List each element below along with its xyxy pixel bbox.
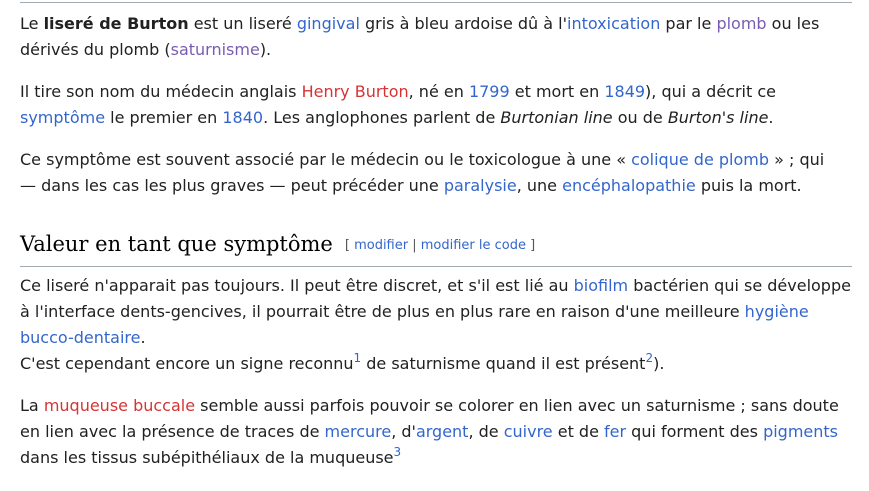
link-pigments[interactable]: pigments (763, 422, 838, 441)
edit-source-link[interactable]: modifier le code (420, 238, 526, 253)
text: , une (516, 176, 563, 195)
text: ), qui a décrit ce (645, 82, 776, 101)
reference-1[interactable]: 1 (353, 351, 362, 365)
text: , né en (408, 82, 469, 101)
link-gingival[interactable]: gingival (296, 14, 360, 33)
paragraph-origin (20, 79, 860, 131)
text: dérivés du plomb ( (20, 40, 171, 59)
text: est un liseré (188, 14, 297, 33)
link-henry-burton[interactable]: Henry Burton (301, 82, 409, 101)
bracket: [ (344, 238, 355, 253)
text: Ce liseré n'apparait pas toujours. Il peut être discret, et s'il est lié au (20, 276, 574, 295)
text: La (20, 396, 44, 415)
bracket: ] (526, 238, 536, 253)
text: Il tire son nom du médecin anglais (20, 82, 302, 101)
text: et de (552, 422, 605, 441)
text: ou de (612, 108, 668, 127)
text: par le (660, 14, 717, 33)
link-hygiene-bucco-dentaire[interactable]: bucco-dentaire (20, 328, 141, 347)
text: ' (721, 108, 727, 127)
link-1840[interactable]: 1840 (222, 108, 264, 127)
reference-3[interactable]: 3 (393, 445, 402, 459)
link-1799[interactable]: 1799 (468, 82, 510, 101)
text: . (768, 108, 774, 127)
reference-2[interactable]: 2 (645, 351, 654, 365)
link-1849[interactable]: 1849 (604, 82, 646, 101)
text: » ; qui (769, 150, 825, 169)
separator: | (408, 238, 421, 253)
text: dans les tissus subépithéliaux de la muqueuse (20, 448, 394, 467)
text: le premier en (105, 108, 223, 127)
text: ou les (766, 14, 820, 33)
link-muqueuse-buccale[interactable]: muqueuse buccale (43, 396, 196, 415)
section-title: Valeur en tant que symptôme (20, 232, 333, 256)
link-hygiene-bucco-dentaire[interactable]: hygiène (744, 302, 809, 321)
text: à l'interface dents-gencives, il pourrait être de plus en plus rare en raison d'une meilleure (20, 302, 745, 321)
link-argent[interactable]: argent (415, 422, 469, 441)
italic-term: Burtonian line (500, 108, 613, 127)
link-saturnisme[interactable]: saturnisme (170, 40, 260, 59)
italic-term: s line (726, 108, 769, 127)
paragraph-association (20, 147, 860, 199)
text: de saturnisme quand il est présent (361, 354, 646, 373)
text: — dans les cas les plus graves — peut précéder une (20, 176, 444, 195)
link-intoxication[interactable]: intoxication (567, 14, 661, 33)
text: Le (20, 14, 44, 33)
paragraph-intro (20, 11, 860, 63)
section-heading (20, 228, 852, 267)
paragraph-mucosa (20, 393, 860, 471)
link-plomb[interactable]: plomb (716, 14, 767, 33)
link-fer[interactable]: fer (604, 422, 627, 441)
text: C'est cependant encore un signe reconnu (20, 354, 354, 373)
paragraph-value (20, 273, 860, 377)
bold-term: liseré de Burton (43, 14, 189, 33)
text: en lien avec la présence de traces de (20, 422, 325, 441)
text: , d' (391, 422, 416, 441)
link-encephalopathie[interactable]: encéphalopathie (562, 176, 696, 195)
link-cuivre[interactable]: cuivre (503, 422, 553, 441)
text: et mort en (509, 82, 605, 101)
text: . Les anglophones parlent de (263, 108, 501, 127)
text: bactérien qui se développe (628, 276, 851, 295)
text: , de (468, 422, 504, 441)
link-paralysie[interactable]: paralysie (443, 176, 517, 195)
edit-section-links (345, 238, 535, 253)
text: . (140, 328, 146, 347)
text: gris à bleu ardoise dû à l' (359, 14, 568, 33)
link-symptome[interactable]: symptôme (20, 108, 106, 127)
italic-term: Burton (667, 108, 722, 127)
section-divider (20, 2, 852, 3)
text: ). (653, 354, 665, 373)
text: qui forment des (626, 422, 764, 441)
link-biofilm[interactable]: biofilm (573, 276, 629, 295)
link-colique-de-plomb[interactable]: colique de plomb (631, 150, 769, 169)
text: puis la mort. (695, 176, 802, 195)
edit-link[interactable]: modifier (354, 238, 409, 253)
text: Ce symptôme est souvent associé par le médecin ou le toxicologue à une « (20, 150, 632, 169)
link-mercure[interactable]: mercure (324, 422, 392, 441)
text: ). (259, 40, 272, 59)
text: semble aussi parfois pouvoir se colorer en lien avec un saturnisme ; sans doute (195, 396, 839, 415)
